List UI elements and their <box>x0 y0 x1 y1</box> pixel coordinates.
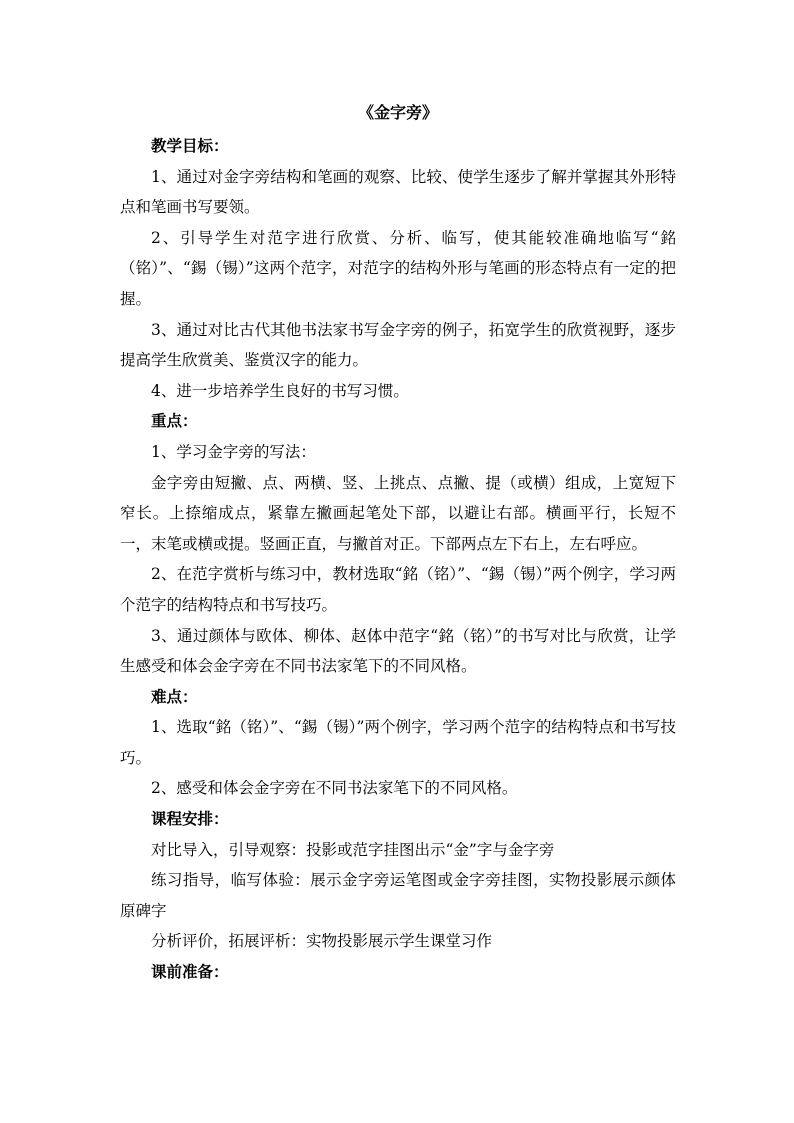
section-heading-key-points: 重点： <box>151 411 198 431</box>
paragraph: 1、选取“銘（铭）”、“錫（锡）”两个例字，学习两个范字的结构特点和书写技巧。 <box>120 718 676 767</box>
paragraph: 1、学习金字旁的写法： <box>151 442 316 461</box>
paragraph: 2、引导学生对范字进行欣赏、分析、临写，使其能较准确地临写“銘（铭）”、“錫（锡）”这两个范字，对范字的结构外形与笔画的形态特点有一定的把握。 <box>120 228 676 308</box>
paragraph: 3、通过对比古代其他书法家书写金字旁的例子，拓宽学生的欣赏视野，逐步提高学生欣赏美、鉴赏汉字的能力。 <box>120 320 676 370</box>
section-heading-preparation: 课前准备： <box>151 962 229 982</box>
paragraph: 3、通过颜体与欧体、柳体、赵体中范字“銘（铭）”的书写对比与欣赏，让学生感受和体会金字旁在不同书法家笔下的不同风格。 <box>120 626 676 676</box>
paragraph: 对比导入，引导观察：投影或范字挂图出示“金”字与金字旁 <box>151 840 555 859</box>
document-body <box>120 98 676 988</box>
page-title: 《金字旁》 <box>357 103 438 122</box>
paragraph: 2、在范字赏析与练习中，教材选取“銘（铭）”、“錫（锡）”两个例字，学习两个范字的结构特点和书写技巧。 <box>120 565 676 614</box>
section-heading-schedule: 课程安排： <box>151 809 229 829</box>
paragraph: 金字旁由短撇、点、两横、竖、上挑点、点撇、提（或横）组成，上宽短下窄长。上捺缩成点，紧靠左撇画起笔处下部，以避让右部。横画平行，长短不一，末笔或横或提。竖画正直，与撇首对正。下部两点左下右上，左右呼应。 <box>120 473 676 553</box>
paragraph: 4、进一步培养学生良好的书写习惯。 <box>151 381 409 400</box>
section-heading-difficulties: 难点： <box>151 686 198 706</box>
paragraph: 2、感受和体会金字旁在不同书法家笔下的不同风格。 <box>151 779 518 798</box>
paragraph: 练习指导，临写体验：展示金字旁运笔图或金字旁挂图，实物投影展示颜体原碑字 <box>120 871 676 920</box>
section-heading-objectives: 教学目标： <box>151 136 229 155</box>
paragraph: 1、通过对金字旁结构和笔画的观察、比较、使学生逐步了解并掌握其外形特点和笔画书写要领。 <box>120 167 676 217</box>
paragraph: 分析评价，拓展评析：实物投影展示学生课堂习作 <box>151 932 493 951</box>
